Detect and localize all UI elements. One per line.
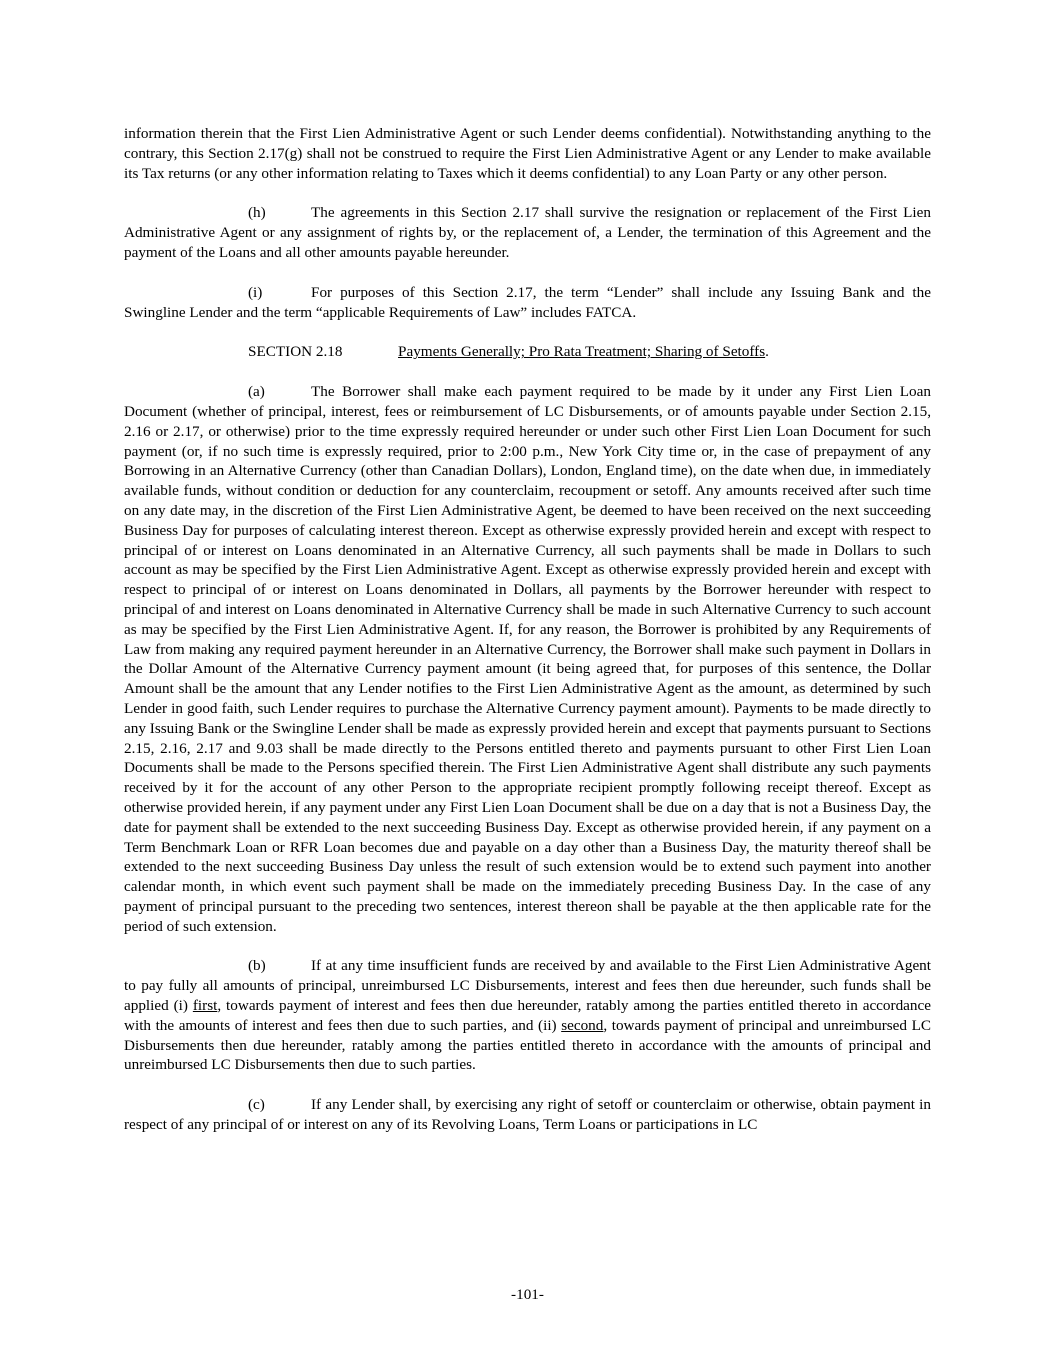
paragraph-b-label: (b) <box>248 957 266 975</box>
paragraph-b-text-1: If at any time insufficient funds are received by and available to the First Lien Administrative Agent to pay fully all amounts of principal, unreimbursed LC Disbursements, interest and fees then due hereunder, such funds shall be applied (i) <box>124 957 931 1015</box>
paragraph-b-text-3: , towards payment of principal and unreimbursed LC Disbursements then due hereunder, ratably among the parties entitled thereto in accordance with the amounts of principal and unreimbursed LC Disbursements then due to such parties. <box>124 1016 931 1074</box>
paragraph-c-text: If any Lender shall, by exercising any right of setoff or counterclaim or otherwise, obtain payment in respect of any principal of or interest on any of its Revolving Loans, Term Loans or participations in LC <box>124 1096 931 1134</box>
section-heading <box>124 342 931 362</box>
section-title: Payments Generally; Pro Rata Treatment; Sharing of Setoffs <box>398 343 766 361</box>
term-first: first <box>192 997 218 1015</box>
continuation-paragraph: information therein that the First Lien Administrative Agent or such Lender deems confidential). Notwithstanding anything to the contrary, this Section 2.17(g) shall not be construed to require the First Lien Administrative Agent or any Lender to make available its Tax returns (or any other information relating to Taxes which it deems confidential) to any Loan Party or any other person. <box>124 125 931 182</box>
page-number: -101- <box>511 1286 544 1303</box>
section-title-punct: . <box>765 343 769 361</box>
paragraph-h-label: (h) <box>248 204 266 222</box>
paragraph-i-text: For purposes of this Section 2.17, the term “Lender” shall include any Issuing Bank and the Swingline Lender and the term “applicable Requirements of Law” includes FATCA. <box>124 283 931 321</box>
paragraph-c-label: (c) <box>248 1096 265 1114</box>
document-page <box>124 124 931 1155</box>
paragraph-b <box>124 956 931 1075</box>
paragraph-i-label: (i) <box>248 283 263 301</box>
paragraph-h <box>124 203 931 262</box>
paragraph-c <box>124 1095 931 1135</box>
term-second: second <box>561 1016 604 1034</box>
paragraph-h-text: The agreements in this Section 2.17 shall survive the resignation or replacement of the First Lien Administrative Agent or any assignment of rights by, or the replacement of, a Lender, the termination of this Agreement and the payment of the Loans and all other amounts payable hereunder. <box>124 204 931 261</box>
paragraph-a-label: (a) <box>248 383 265 401</box>
paragraph-a <box>124 382 931 936</box>
section-number: SECTION 2.18 <box>248 343 343 361</box>
paragraph-a-text: The Borrower shall make each payment required to be made by it under any First Lien Loan Document (whether of principal, interest, fees or reimbursement of LC Disbursements, or of amounts payable under Section 2.15, 2.16 or 2.17, or otherwise) prior to the time expressly required hereunder or under such other First Lien Loan Document for such payment (or, if no such time is expressly required, prior to 2:00 p.m., New York City time or, in the case of prepayment of any Borrowing in an Alternative Currency (other than Canadian Dollars), London, England time), on the date when due, in immediately available funds, without condition or deduction for any counterclaim, recoupment or setoff. Any amounts received after such time on any date may, in the discretion of the First Lien Administrative Agent, be deemed to have been received on the next succeeding Business Day for purposes of calculating interest thereon. Except as otherwise expressly provided herein and except with respect to principal of or interest on Loans denominated in an Alternative Currency, all such payments shall be made in Dollars to such account as may be specified by the First Lien Administrative Agent. Except as otherwise expressly provided herein and except with respect to principal of or interest on Loans denominated in Dollars, all payments by the Borrower hereunder with respect to principal of and interest on Loans denominated in Alternative Currency shall be made in such Alternative Currency to such account as may be specified by the First Lien Administrative Agent. If, for any reason, the Borrower is prohibited by any Requirements of Law from making any required payment hereunder in an Alternative Currency, the Borrower shall make such payment in Dollars in the Dollar Amount of the Alternative Currency payment amount (it being agreed that, for purposes of this sentence, the Dollar Amount shall be the amount that any Lender notifies to the First Lien Administrative Agent as the amount, as determined by such Lender in good faith, such Lender requires to purchase the Alternative Currency payment amount). Payments to be made directly to any Issuing Bank or the Swingline Lender shall be made as expressly provided herein and except that payments pursuant to Sections 2.15, 2.16, 2.17 and 9.03 shall be made directly to the Persons entitled thereto and payments pursuant to other First Lien Loan Documents shall be made to the Persons specified therein. The First Lien Administrative Agent shall distribute any such payments received by it for the account of any other Person to the appropriate recipient promptly following receipt thereof. Except as otherwise provided herein, if any payment under any First Lien Loan Document shall be due on a day that is not a Business Day, the date for payment shall be extended to the next succeeding Business Day. Except as otherwise provided herein, if any payment on a Term Benchmark Loan or RFR Loan becomes due and payable on a day other than a Business Day, the maturity thereof shall be extended to the next succeeding Business Day unless the result of such extension would be to extend such payment into another calendar month, in which event such payment shall be made on the immediately preceding Business Day. In the case of any payment of principal pursuant to the preceding two sentences, interest thereon shall be payable at the then applicable rate for the period of such extension. <box>124 383 931 935</box>
paragraph-i <box>124 283 931 323</box>
paragraph-b-text-2: , towards payment of interest and fees then due hereunder, ratably among the parties entitled thereto in accordance with the amounts of interest and fees then due to such parties, and (ii) <box>124 997 931 1034</box>
